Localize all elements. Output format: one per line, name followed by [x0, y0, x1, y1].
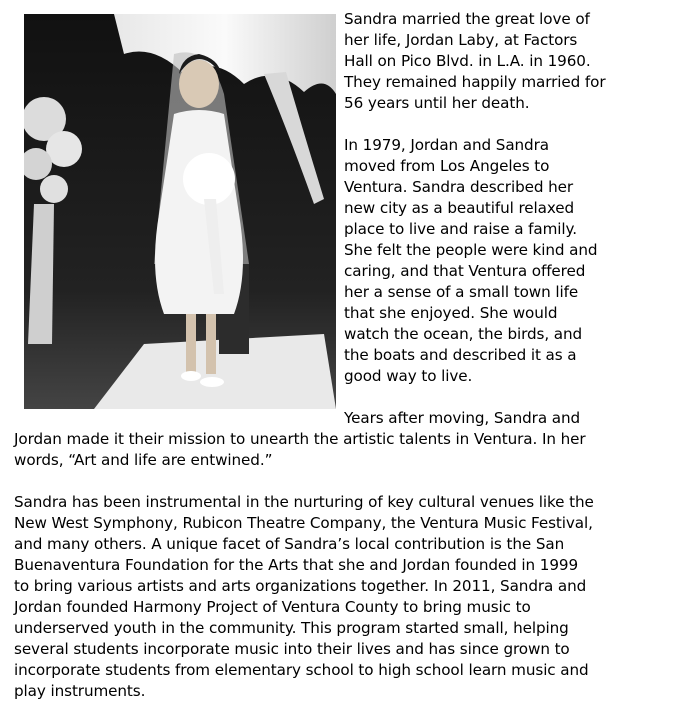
paragraph-1-line: 56 years until her death. [344, 94, 530, 112]
paragraph-4-line: incorporate students from elementary school to high school learn music and [14, 661, 589, 679]
paragraph-2-line: that she enjoyed. She would [344, 304, 558, 322]
paragraph-2-line: new city as a beautiful relaxed [344, 199, 575, 217]
paragraph-4-line: several students incorporate music into their lives and has since grown to [14, 640, 570, 658]
paragraph-2-line: moved from Los Angeles to [344, 157, 550, 175]
paragraph-1-line: Sandra married the great love of [344, 10, 590, 28]
paragraph-4-line: and many others. A unique facet of Sandra’s local contribution is the San [14, 535, 565, 553]
paragraph-2-line: the boats and described it as a [344, 346, 577, 364]
paragraph-3-line: Years after moving, Sandra and [344, 409, 581, 427]
paragraph-3-line: Jordan made it their mission to unearth the artistic talents in Ventura. In her [14, 430, 586, 448]
paragraph-2-line: Ventura. Sandra described her [344, 178, 574, 196]
paragraph-2-line: watch the ocean, the birds, and [344, 325, 583, 343]
paragraph-4-line: New West Symphony, Rubicon Theatre Company, the Ventura Music Festival, [14, 514, 593, 532]
paragraph-1-line: They remained happily married for [344, 73, 606, 91]
paragraph-2-line: good way to live. [344, 367, 473, 385]
paragraph-4-line: underserved youth in the community. This program started small, helping [14, 619, 569, 637]
paragraph-4-line: to bring various artists and arts organizations together. In 2011, Sandra and [14, 577, 587, 595]
paragraph-2-line: place to live and raise a family. [344, 220, 577, 238]
paragraph-4-line: Sandra has been instrumental in the nurturing of key cultural venues like the [14, 493, 594, 511]
paragraph-2-line: her a sense of a small town life [344, 283, 579, 301]
paragraph-4-line: Buenaventura Foundation for the Arts that she and Jordan founded in 1999 [14, 556, 579, 574]
paragraph-4-line: Jordan founded Harmony Project of Ventura County to bring music to [14, 598, 531, 616]
wedding-photo-icon [24, 14, 336, 409]
paragraph-3-line: words, “Art and life are entwined.” [14, 451, 273, 469]
paragraph-1-line: Hall on Pico Blvd. in L.A. in 1960. [344, 52, 591, 70]
paragraph-1-line: her life, Jordan Laby, at Factors [344, 31, 578, 49]
wedding-photo [24, 14, 336, 409]
paragraph-2-line: In 1979, Jordan and Sandra [344, 136, 549, 154]
paragraph-2-line: caring, and that Ventura offered [344, 262, 586, 280]
paragraph-4-line: play instruments. [14, 682, 146, 700]
paragraph-2-line: She felt the people were kind and [344, 241, 598, 259]
